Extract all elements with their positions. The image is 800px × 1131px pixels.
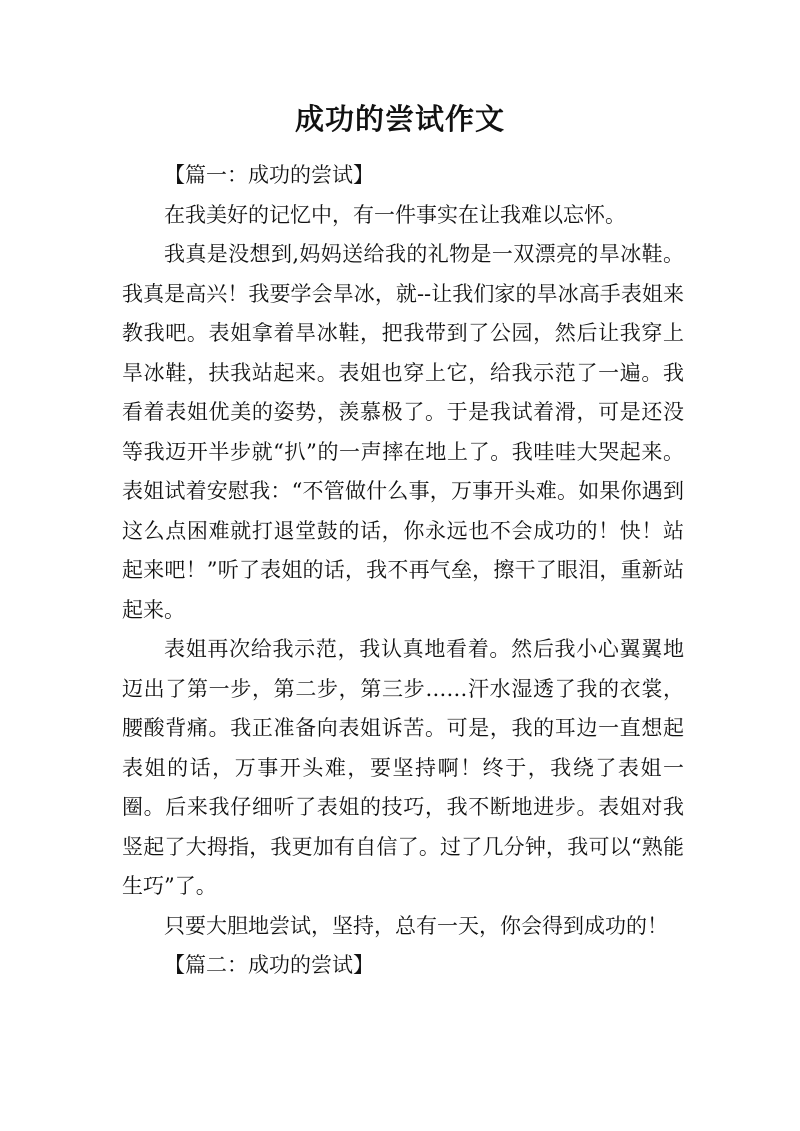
- paragraph-3: 表姐再次给我示范，我认真地看着。然后我小心翼翼地迈出了第一步，第二步，第三步……汗水湿透了我的衣裳，腰酸背痛。我正准备向表姐诉苦。可是，我的耳边一直想起表姐的话，万事开头难，要坚持啊！终于，我绕了表姐一圈。后来我仔细听了表姐的技巧，我不断地进步。表姐对我竖起了大拇指，我更加有自信了。过了几分钟，我可以“熟能生巧”了。: [122, 637, 684, 898]
- paragraph-2: 我真是没想到,妈妈送给我的礼物是一双漂亮的旱冰鞋。我真是高兴！我要学会旱冰，就--让我们家的旱冰高手表姐来教我吧。表姐拿着旱冰鞋，把我带到了公园，然后让我穿上旱冰鞋，扶我站起来。表姐也穿上它，给我示范了一遍。我看着表姐优美的姿势，羡慕极了。于是我试着滑，可是还没等我迈开半步就“扒”的一声摔在地上了。我哇哇大哭起来。表姐试着安慰我：“不管做什么事，万事开头难。如果你遇到这么点困难就打退堂鼓的话，你永远也不会成功的！快！站起来吧！”听了表姐的话，我不再气垒，擦干了眼泪，重新站起来。: [122, 242, 684, 622]
- paragraph-4: 只要大胆地尝试，坚持，总有一天，你会得到成功的！: [164, 913, 668, 938]
- section-heading-2: 【篇二：成功的尝试】: [164, 953, 374, 977]
- document-body: [122, 156, 684, 986]
- section-heading-1: 【篇一：成功的尝试】: [164, 163, 374, 187]
- paragraph-1: 在我美好的记忆中，有一件事实在让我难以忘怀。: [164, 202, 626, 227]
- document-title: 成功的尝试作文: [294, 102, 505, 136]
